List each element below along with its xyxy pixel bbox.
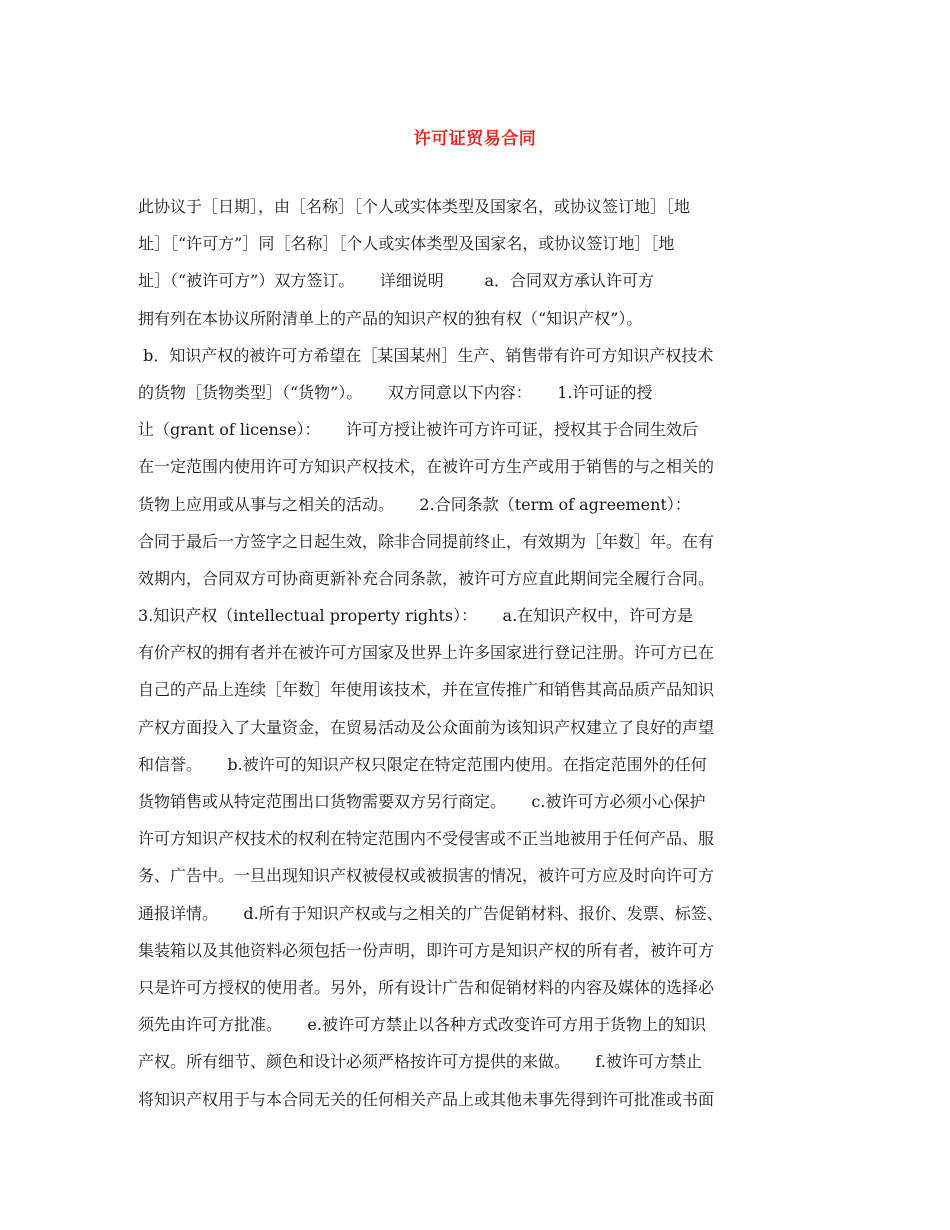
body-line: 3.知识产权（intellectual property rights）： a.在知识产权中，许可方是 xyxy=(138,606,694,626)
body-line: 自己的产品上连续［年数］年使用该技术，并在宣传推广和销售其高品质产品知识 xyxy=(138,680,715,700)
body-line: 有价产权的拥有者并在被许可方国家及世界上许多国家进行登记注册。许可方已在 xyxy=(138,643,715,663)
body-line: 只是许可方授权的使用者。另外，所有设计广告和促销材料的内容及媒体的选择必 xyxy=(138,977,715,997)
body-line: 效期内，合同双方可协商更新补充合同条款，被许可方应直此期间完全履行合同。 xyxy=(138,568,715,588)
document-body xyxy=(138,193,818,1123)
body-line: 址］［“许可方”］同［名称］［个人或实体类型及国家名，或协议签订地］［地 xyxy=(138,234,675,254)
body-line: 货物销售或从特定范围出口货物需要双方另行商定。 c.被许可方必须小心保护 xyxy=(138,792,706,811)
body-line: 在一定范围内使用许可方知识产权技术，在被许可方生产或用于销售的与之相关的 xyxy=(138,457,715,477)
body-line: 此协议于［日期］，由［名称］［个人或实体类型及国家名，或协议签订地］［地 xyxy=(138,197,691,216)
body-line: 货物上应用或从事与之相关的活动。 2.合同条款（term of agreement）： xyxy=(138,494,691,514)
body-line: 务、广告中。一旦出现知识产权被侵权或被损害的情况，被许可方应及时向许可方 xyxy=(138,866,715,886)
body-line: b．知识产权的被许可方希望在［某国某州］生产、销售带有许可方知识产权技术 xyxy=(138,345,714,365)
body-line: 拥有列在本协议所附清单上的产品的知识产权的独有权（“知识产权”）。 xyxy=(138,308,643,328)
document-title: 许可证贸易合同 xyxy=(413,129,537,149)
body-line: 集装箱以及其他资料必须包括一份声明，即许可方是知识产权的所有者，被许可方 xyxy=(138,940,715,960)
body-line: 合同于最后一方签字之日起生效，除非合同提前终止，有效期为［年数］年。在有 xyxy=(138,531,715,551)
body-line: 通报详情。 d.所有于知识产权或与之相关的广告促销材料、报价、发票、标签、 xyxy=(138,903,723,923)
body-line: 须先由许可方批准。 e.被许可方禁止以各种方式改变许可方用于货物上的知识 xyxy=(138,1015,706,1035)
body-line: 将知识产权用于与本合同无关的任何相关产品上或其他未事先得到许可批准或书面 xyxy=(138,1089,715,1109)
body-line: 的货物［货物类型］（“货物”）。 双方同意以下内容： 1.许可证的授 xyxy=(138,382,653,402)
body-line: 产权方面投入了大量资金，在贸易活动及公众面前为该知识产权建立了良好的声望 xyxy=(138,717,715,737)
body-line: 址］（“被许可方”）双方签订。 详细说明 a．合同双方承认许可方 xyxy=(138,271,655,291)
body-line: 和信誉。 b.被许可的知识产权只限定在特定范围内使用。在指定范围外的任何 xyxy=(138,754,707,774)
body-line: 让（grant of license）： 许可方授让被许可方许可证，授权其于合同生效后 xyxy=(138,420,698,440)
body-line: 许可方知识产权技术的权利在特定范围内不受侵害或不正当地被用于任何产品、服 xyxy=(138,829,715,849)
body-line: 产权。所有细节、颜色和设计必须严格按许可方提供的来做。 f.被许可方禁止 xyxy=(138,1052,702,1072)
